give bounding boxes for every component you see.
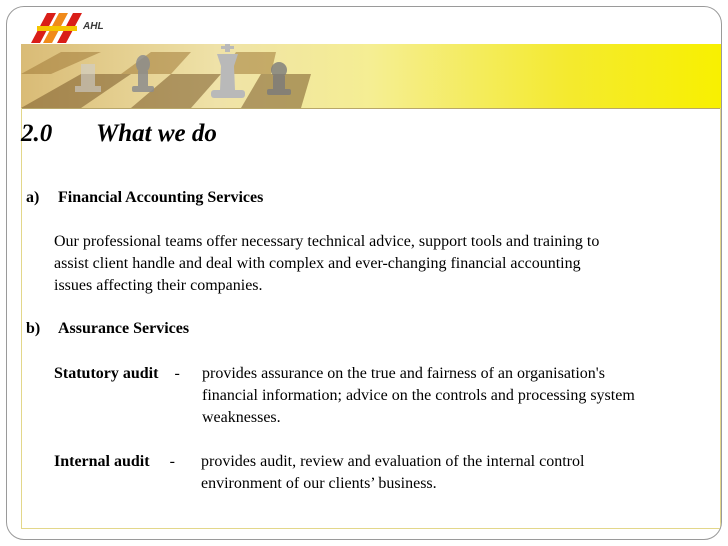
internal-audit-row <box>54 451 175 473</box>
statutory-audit-description <box>202 363 710 429</box>
body-line: Our professional teams offer necessary technical advice, support tools and training to <box>54 233 600 250</box>
desc-line: environment of our clients’ business. <box>201 475 437 492</box>
desc-line: financial information; advice on the controls and processing system <box>202 387 635 404</box>
section-a-body <box>54 231 694 297</box>
logo-text: AHL <box>83 21 104 32</box>
term-label: Statutory audit <box>54 365 159 382</box>
section-a-heading <box>26 189 263 207</box>
section-label: b) <box>26 320 41 337</box>
desc-line: provides audit, review and evaluation of the internal control <box>201 453 585 470</box>
internal-audit-description <box>201 451 709 495</box>
statutory-audit-row <box>54 363 180 385</box>
chessboard-image <box>21 44 721 108</box>
page-title <box>21 120 217 148</box>
chess-banner <box>21 44 721 108</box>
title-number: 2.0 <box>21 120 53 147</box>
section-label: a) <box>26 189 40 206</box>
term-label: Internal audit <box>54 453 150 470</box>
desc-line: weaknesses. <box>202 409 281 426</box>
section-b-heading <box>26 320 189 338</box>
title-text: What we do <box>96 120 217 147</box>
desc-line: provides assurance on the true and fairness of an organisation's <box>202 365 605 382</box>
body-line: issues affecting their companies. <box>54 277 263 294</box>
body-line: assist client handle and deal with complex and ever-changing financial accounting <box>54 255 581 272</box>
section-title: Financial Accounting Services <box>58 189 264 206</box>
term-dash: - <box>174 365 180 382</box>
term-dash: - <box>169 453 175 470</box>
section-title: Assurance Services <box>58 320 190 337</box>
